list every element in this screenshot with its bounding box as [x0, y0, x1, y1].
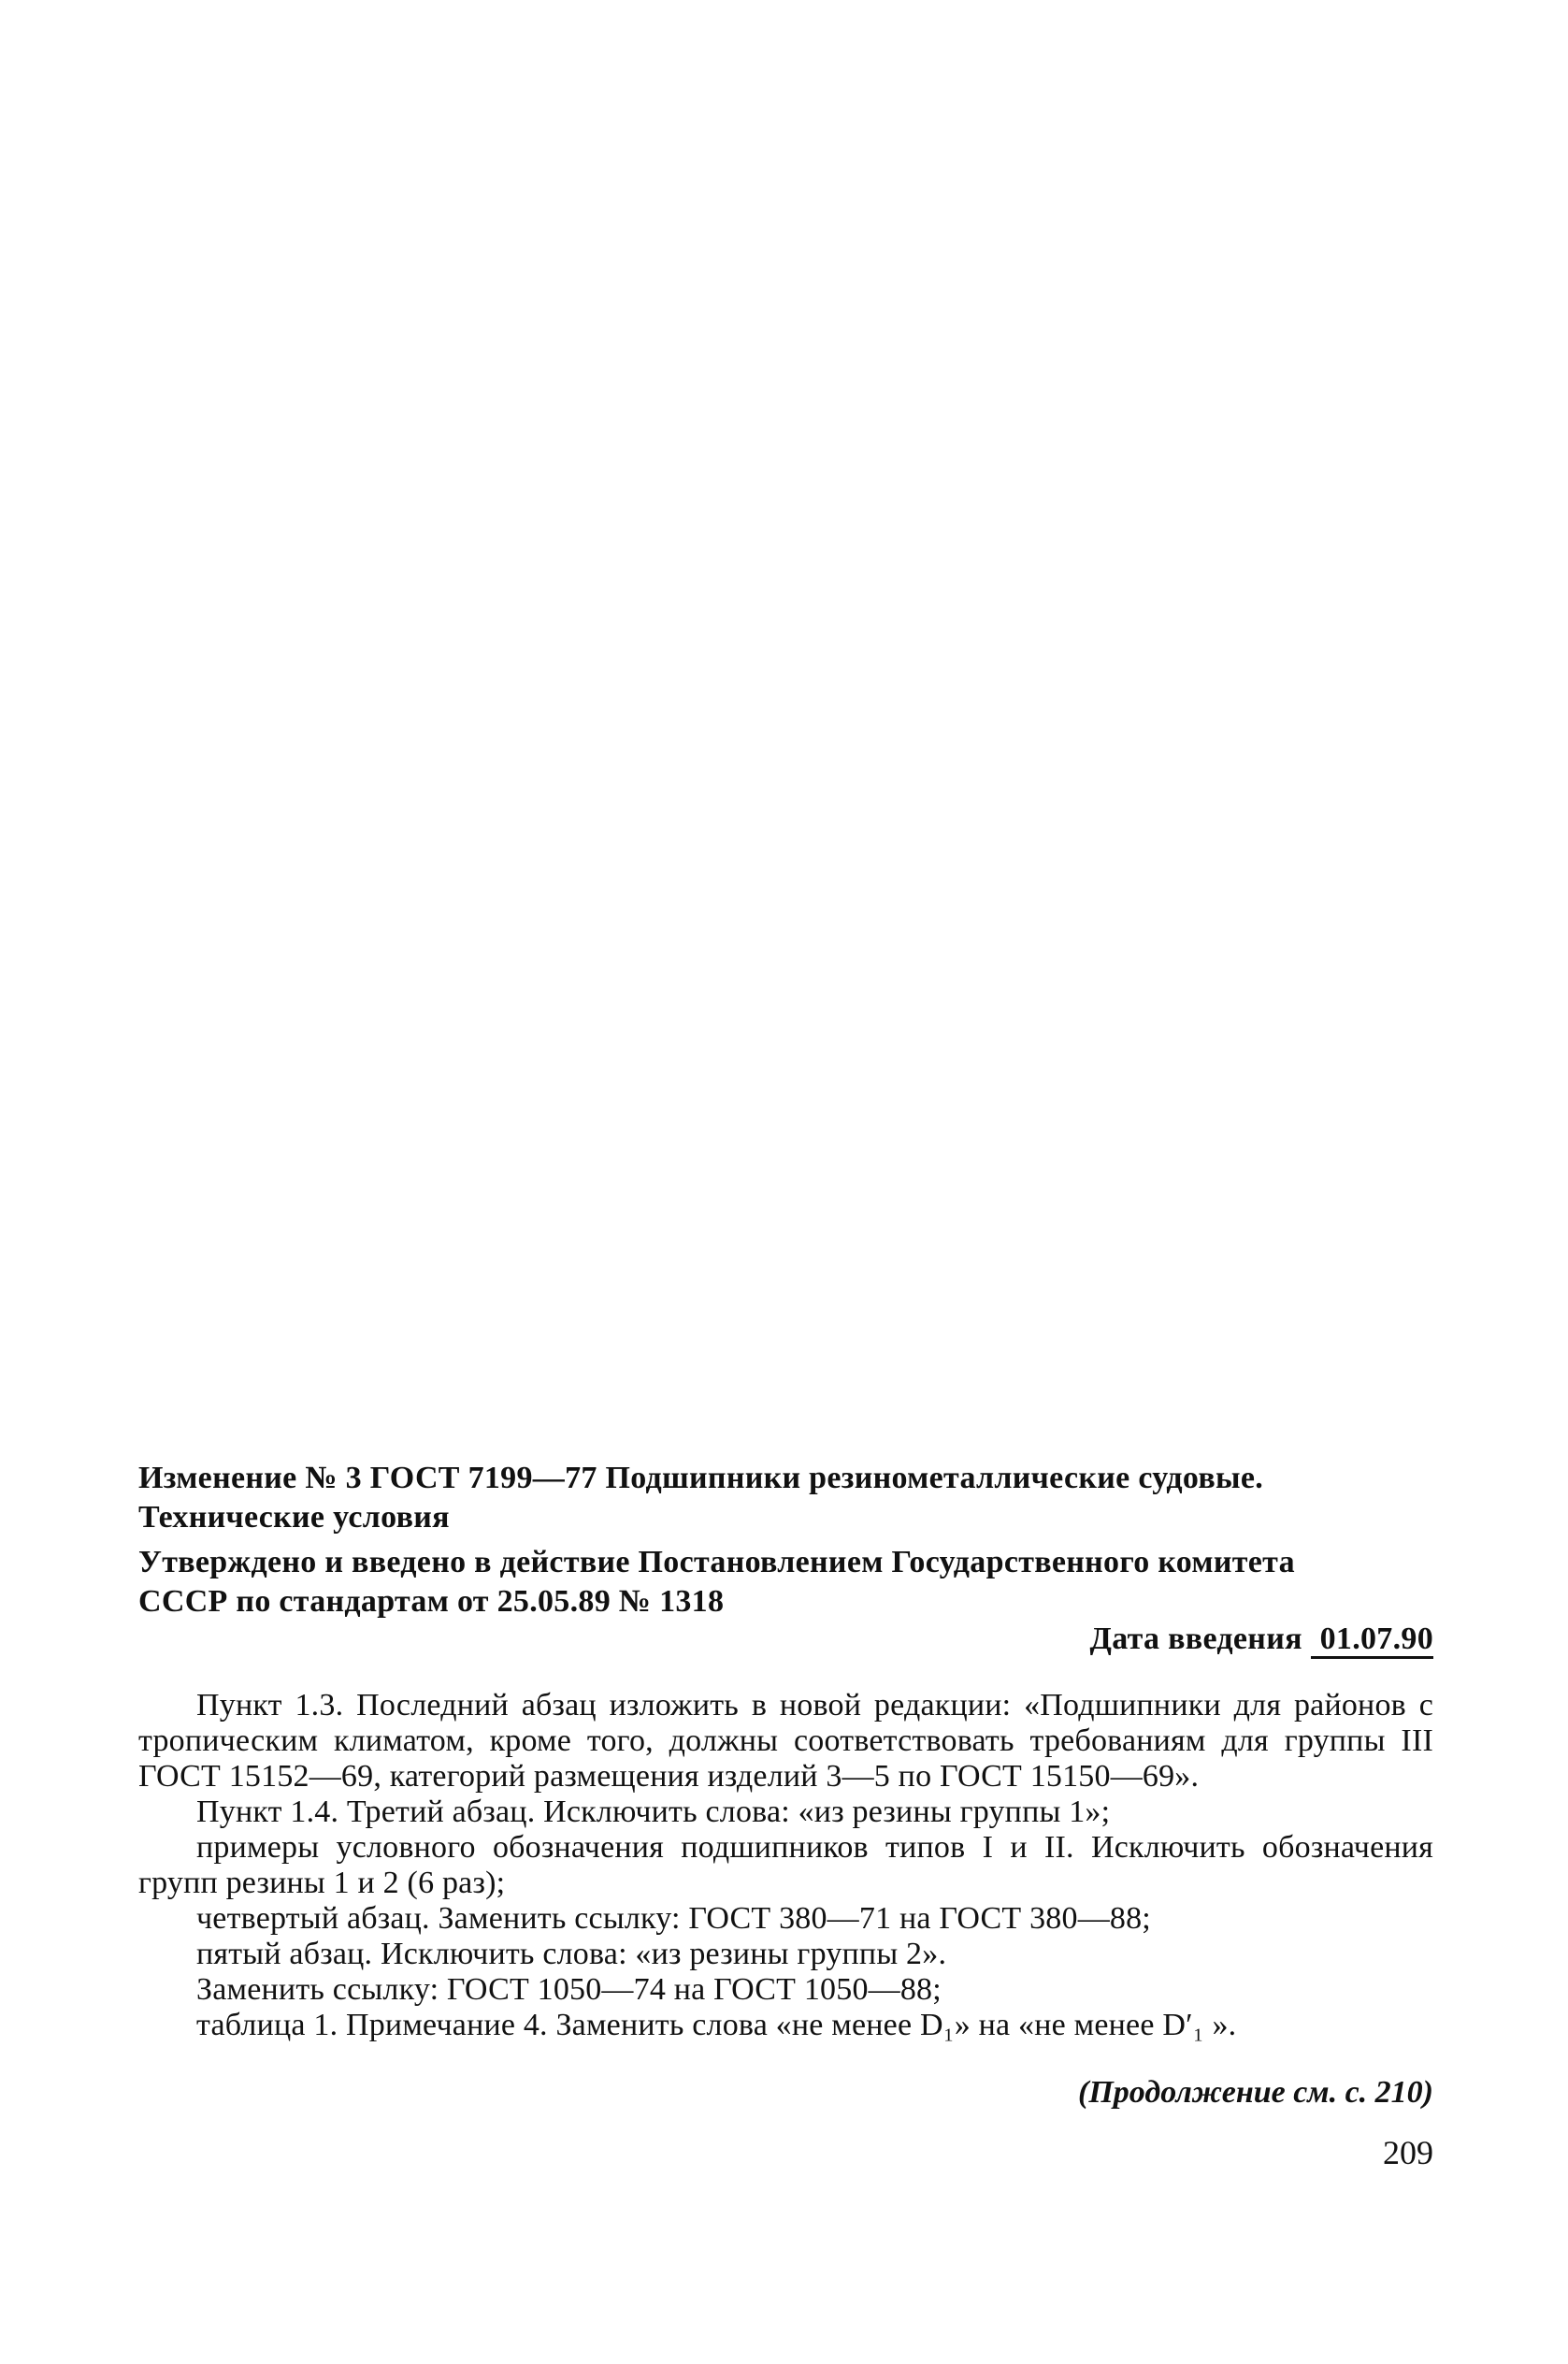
- approval-line-2: СССР по стандартам от 25.05.89 № 1318: [138, 1584, 725, 1619]
- heading-title: Изменение № 3 ГОСТ 7199—77 Подшипники резинометаллические судовые.: [138, 1461, 1264, 1495]
- heading-subtitle: Технические условия: [138, 1500, 450, 1535]
- paragraph-fifth: пятый абзац. Исключить слова: «из резины группы 2».: [196, 1937, 947, 1971]
- amendment-body: [138, 1688, 1433, 2043]
- paragraph-clause-1-4: Пункт 1.4. Третий абзац. Исключить слова: «из резины группы 1»;: [196, 1795, 1111, 1829]
- effective-date-label: Дата введения: [1089, 1622, 1302, 1656]
- effective-date: [1090, 1620, 1433, 1659]
- paragraph-examples: примеры условного обозначения подшипников типов I и II. Исключить обозначения групп резины 1 и 2 (6 раз);: [138, 1830, 1433, 1900]
- document-heading: [138, 1459, 1433, 1537]
- paragraph-table-note: таблица 1. Примечание 4. Заменить слова «не менее D₁» на «не менее D′₁ ».: [196, 2008, 1237, 2042]
- continuation-note: (Продолжение см. с. 210): [1078, 2075, 1433, 2110]
- paragraph-fourth: четвертый абзац. Заменить ссылку: ГОСТ 380—71 на ГОСТ 380—88;: [196, 1901, 1151, 1936]
- page-number: 209: [1383, 2134, 1433, 2171]
- approval-statement: [138, 1543, 1433, 1622]
- effective-date-value: 01.07.90: [1311, 1622, 1433, 1659]
- approval-line-1: Утверждено и введено в действие Постановлением Государственного комитета: [138, 1545, 1295, 1579]
- paragraph-reference: Заменить ссылку: ГОСТ 1050—74 на ГОСТ 1050—88;: [196, 1972, 942, 2007]
- paragraph-clause-1-3: Пункт 1.3. Последний абзац изложить в новой редакции: «Подшипники для районов с тропическим климатом, кроме того, должны соответствовать требованиям для группы III ГОСТ 15152—69, категорий размещения изделий 3—5 по ГОСТ 15150—69».: [138, 1688, 1433, 1794]
